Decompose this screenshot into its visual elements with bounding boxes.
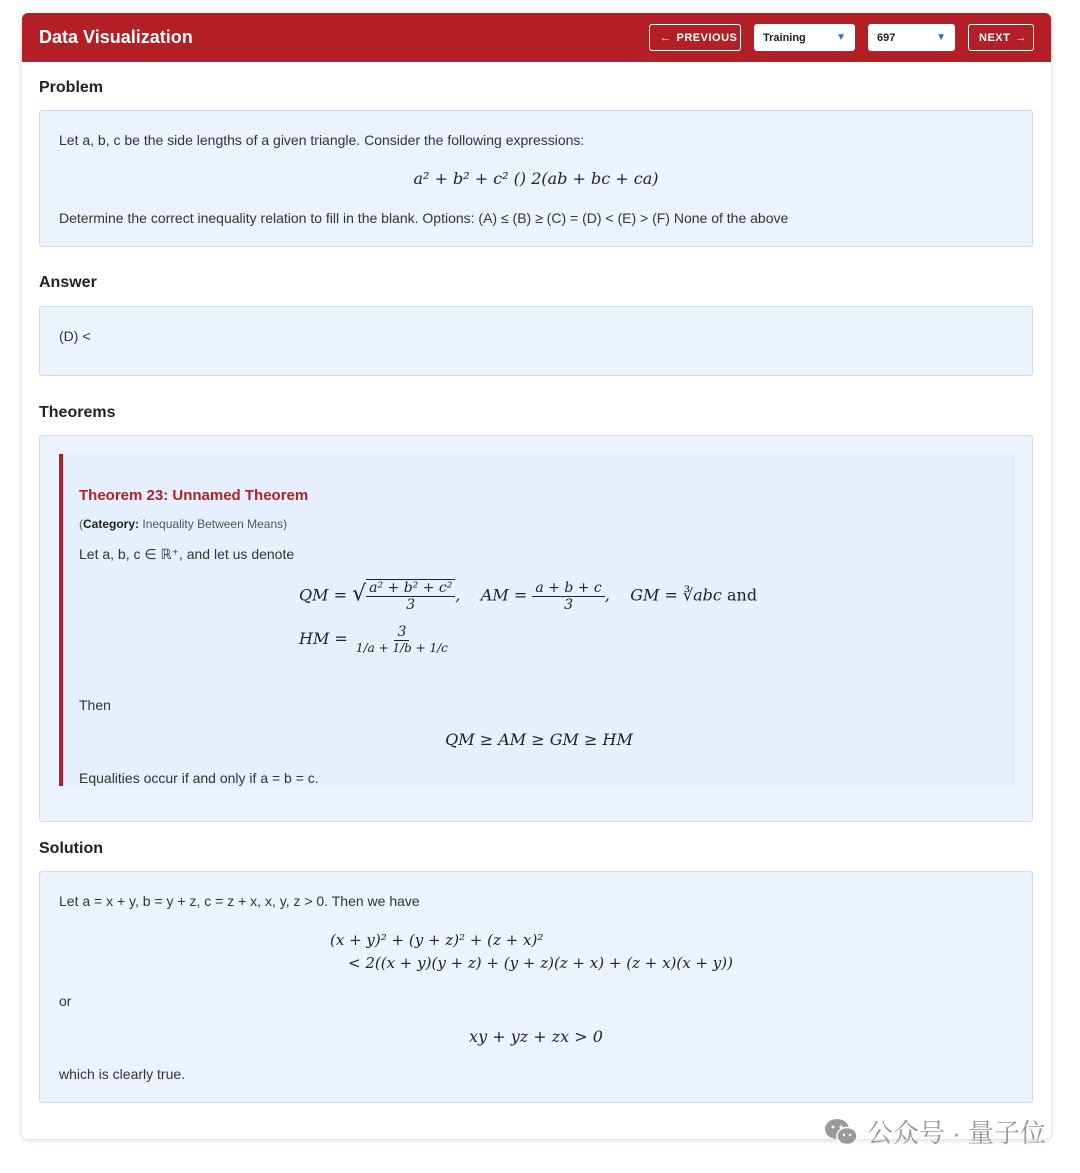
solution-box	[39, 871, 1033, 1103]
problem-question: Determine the correct inequality relation to fill in the blank. Options: (A) ≤ (B) ≥ (C) = (D) < (E) > (F) None of the above	[59, 210, 789, 226]
chevron-down-icon: ▼	[936, 32, 946, 43]
gm-expression: GM = ∛abc	[630, 585, 722, 605]
qm-lhs: QM =	[299, 585, 347, 605]
problem-heading: Problem	[39, 79, 104, 96]
problem-intro: Let a, b, c be the side lengths of a given triangle. Consider the following expressions:	[59, 132, 585, 148]
solution-line-2: < 2((x + y)(y + z) + (y + z)(z + x) + (z + x)(x + y))	[348, 954, 733, 972]
solution-or: or	[59, 993, 72, 1009]
am-denominator: 3	[564, 596, 574, 613]
qm-fraction	[366, 579, 455, 613]
solution-line-3: xy + yz + zx > 0	[469, 1027, 603, 1046]
problem-formula: a² + b² + c² () 2(ab + bc + ca)	[413, 169, 659, 188]
theorem-category: (Category: Inequality Between Means)	[79, 517, 288, 531]
watermark-text: 公众号 · 量子位	[866, 1118, 1046, 1148]
chevron-down-icon: ▼	[836, 32, 846, 43]
index-value: 697	[877, 31, 896, 44]
previous-label: PREVIOUS	[676, 31, 738, 44]
theorem-title: Theorem 23: Unnamed Theorem	[79, 487, 309, 504]
answer-value: (D) <	[59, 328, 91, 344]
index-select[interactable]	[868, 24, 955, 51]
watermark	[823, 1113, 1046, 1150]
problem-box	[39, 110, 1033, 247]
hm-lhs: HM =	[299, 629, 348, 648]
theorems-box	[39, 435, 1033, 822]
arrow-left-icon: ←	[660, 31, 672, 44]
theorem-intro: Let a, b, c ∈ ℝ⁺, and let us denote	[79, 546, 295, 562]
arrow-right-icon: →	[1015, 31, 1027, 44]
answer-heading: Answer	[39, 274, 97, 291]
wechat-icon	[823, 1117, 859, 1147]
means-row-2	[299, 624, 599, 674]
category-label: Category:	[83, 517, 140, 531]
solution-line-1: (x + y)² + (y + z)² + (z + x)²	[330, 931, 544, 949]
previous-button[interactable]	[649, 24, 741, 51]
split-select[interactable]	[754, 24, 855, 51]
and-text: and	[726, 585, 758, 605]
sqrt-icon: √	[352, 581, 367, 607]
means-row-1: QM = √ $\frac{\text{a² + b² + c²}}{3}$ , AM = $\frac{a + b + c}{3}$ , GM = ∛abc and	[299, 579, 758, 613]
app-title: Data Visualization	[39, 27, 193, 47]
split-value: Training	[763, 31, 806, 44]
qm-denominator: 3	[406, 597, 416, 613]
answer-box	[39, 306, 1033, 376]
theorem-then: Then	[79, 697, 111, 713]
main-card	[22, 13, 1051, 1139]
means-chain: QM ≥ AM ≥ GM ≥ HM	[445, 730, 633, 749]
next-button[interactable]	[968, 24, 1034, 51]
solution-conclusion: which is clearly true.	[59, 1066, 186, 1082]
am-numerator: a + b + c	[532, 580, 604, 597]
am-lhs: AM =	[480, 585, 528, 605]
theorem-equality: Equalities occur if and only if a = b = c.	[79, 770, 319, 786]
hm-fraction	[353, 624, 451, 655]
am-fraction	[532, 580, 604, 613]
theorems-heading: Theorems	[39, 404, 116, 421]
next-label: NEXT	[979, 31, 1011, 44]
solution-intro: Let a = x + y, b = y + z, c = z + x, x, y, z > 0. Then we have	[59, 893, 420, 909]
navigation-controls	[649, 24, 1034, 51]
hm-numerator: 3	[394, 624, 409, 641]
solution-heading: Solution	[39, 840, 103, 857]
hm-denominator: 1/a + 1/b + 1/c	[355, 641, 448, 655]
theorem-card	[59, 454, 1015, 786]
qm-numerator: a² + b² + c²	[366, 580, 455, 597]
category-value: Inequality Between Means	[142, 517, 284, 531]
header-bar	[22, 13, 1051, 62]
